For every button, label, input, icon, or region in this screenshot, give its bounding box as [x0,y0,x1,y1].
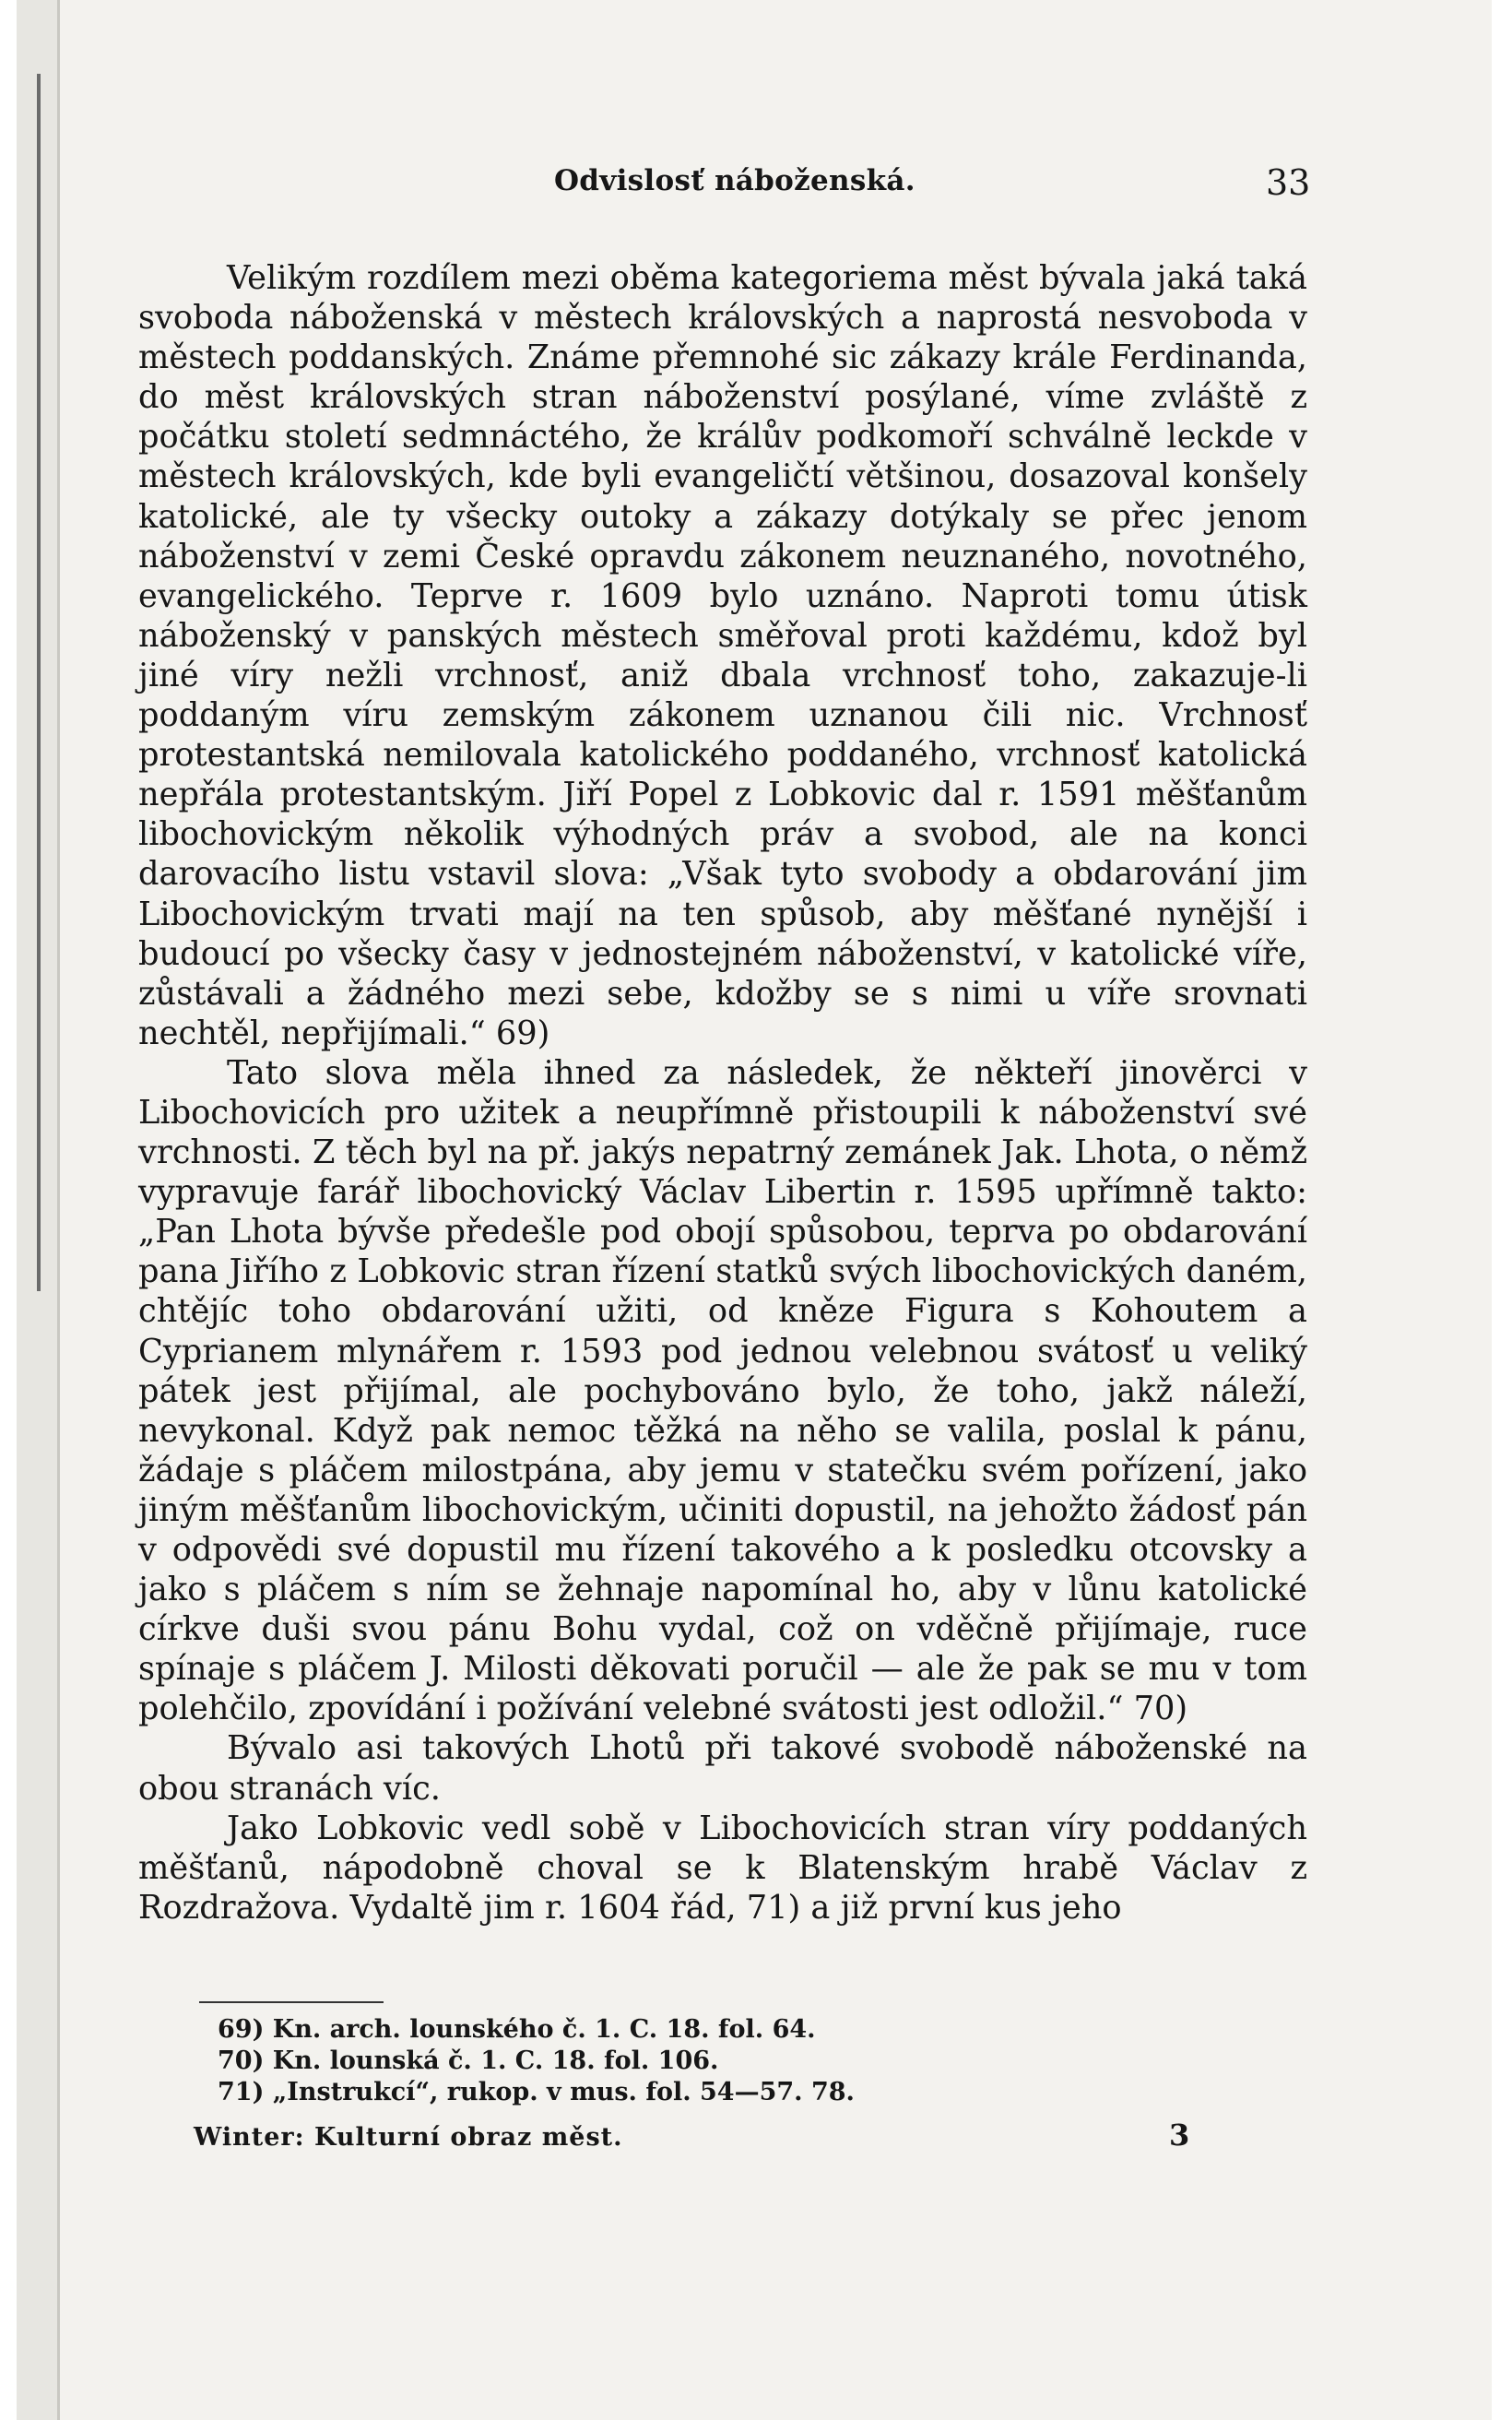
body-text [138,258,1307,1928]
binding-shadow [37,74,41,1291]
footnote-71: 71) „Instrukcí“, rukop. v mus. fol. 54—57. 78. [218,2078,855,2106]
page-number: 33 [1266,162,1311,203]
footnote-divider [199,2001,384,2003]
footnotes [218,2014,855,2108]
running-title: Odvislosť náboženská. [554,164,915,197]
book-page [17,0,1492,2420]
paragraph-2: Tato slova měla ihned za následek, že někteří jinověrci v Libochovicích pro užitek a neupřímně přistoupili k náboženství své vrchnosti. Z těch byl na př. jakýs nepatrný zemánek Jak. Lhota, o němž vypravuje farář libochovický Václav Libertin r. 1595 upřímně takto: „Pan Lhota bývše předešle pod obojí spůsobou, teprva po obdarování pana Jiřího z Lobkovic stran řízení statků svých libochovických daném, chtějíc toho obdarování užiti, od kněze Figura s Kohoutem a Cyprianem mlynářem r. 1593 pod jednou velebnou svátosť u veliký pátek jest přijímal, ale pochybováno bylo, že toho, jakž náleží, nevykonal. Když pak nemoc těžká na něho se valila, poslal k pánu, žádaje s pláčem milostpána, aby jemu v statečku svém pořízení, jako jiným měšťanům libochovickým, učiniti dopustil, na jehožto žádosť pán v odpovědi své dopustil mu řízení takového a k posledku otcovsky a jako s pláčem s ním se žehnaje napomínal ho, aby v lůnu katolické církve duši svou pánu Bohu vydal, což on vděčně přijímaje, ruce spínaje s pláčem J. Milosti děkovati poručil — ale že pak se mu v tom polehčilo, zpovídání i požívání velebné svátosti jest odložil.“ 70) [138,1053,1307,1728]
footnote-70: 70) Kn. lounská č. 1. C. 18. fol. 106. [218,2046,719,2075]
footnote-69: 69) Kn. arch. lounského č. 1. C. 18. fol. 64. [218,2015,816,2044]
sheet-number: 3 [1169,2118,1190,2153]
signature-line: Winter: Kulturní obraz měst. [194,2123,623,2152]
paragraph-1: Velikým rozdílem mezi oběma kategoriema měst bývala jaká taká svoboda náboženská v městech královských a naprostá nesvoboda v městech poddanských. Známe přemnohé sic zákazy krále Ferdinanda, do měst královských stran náboženství posýlané, víme zvláště z počátku století sedmnáctého, že králův podkomoří schválně leckde v městech královských, kde byli evangeličtí většinou, dosazoval konšely katolické, ale ty všecky outoky a zákazy dotýkaly se přec jenom náboženství v zemi České opravdu zákonem neuznaného, novotného, evangelického. Teprve r. 1609 bylo uznáno. Naproti tomu útisk náboženský v panských městech směřoval proti každému, kdož byl jiné víry nežli vrchnosť, aniž dbala vrchnosť toho, zakazuje-li poddaným víru zemským zákonem uznanou čili nic. Vrchnosť protestantská nemilovala katolického poddaného, vrchnosť katolická nepřála protestantským. Jiří Popel z Lobkovic dal r. 1591 měšťanům libochovickým několik výhodných práv a svobod, ale na konci darovacího listu vstavil slova: „Však tyto svobody a obdarování jim Libochovickým trvati mají na ten spůsob, aby měšťané nynější i budoucí po všecky časy v jednostejném náboženství, v katolické víře, zůstávali a žádného mezi sebe, kdožby se s nimi u víře srovnati nechtěl, nepřijímali.“ 69) [138,259,1307,1052]
paragraph-4: Jako Lobkovic vedl sobě v Libochovicích stran víry poddaných měšťanů, nápodobně choval se k Blatenským hrabě Václav z Rozdražova. Vydaltě jim r. 1604 řád, 71) a již první kus jeho [138,1809,1307,1927]
paragraph-3: Bývalo asi takových Lhotů při takové svobodě náboženské na obou stranách víc. [138,1729,1307,1808]
